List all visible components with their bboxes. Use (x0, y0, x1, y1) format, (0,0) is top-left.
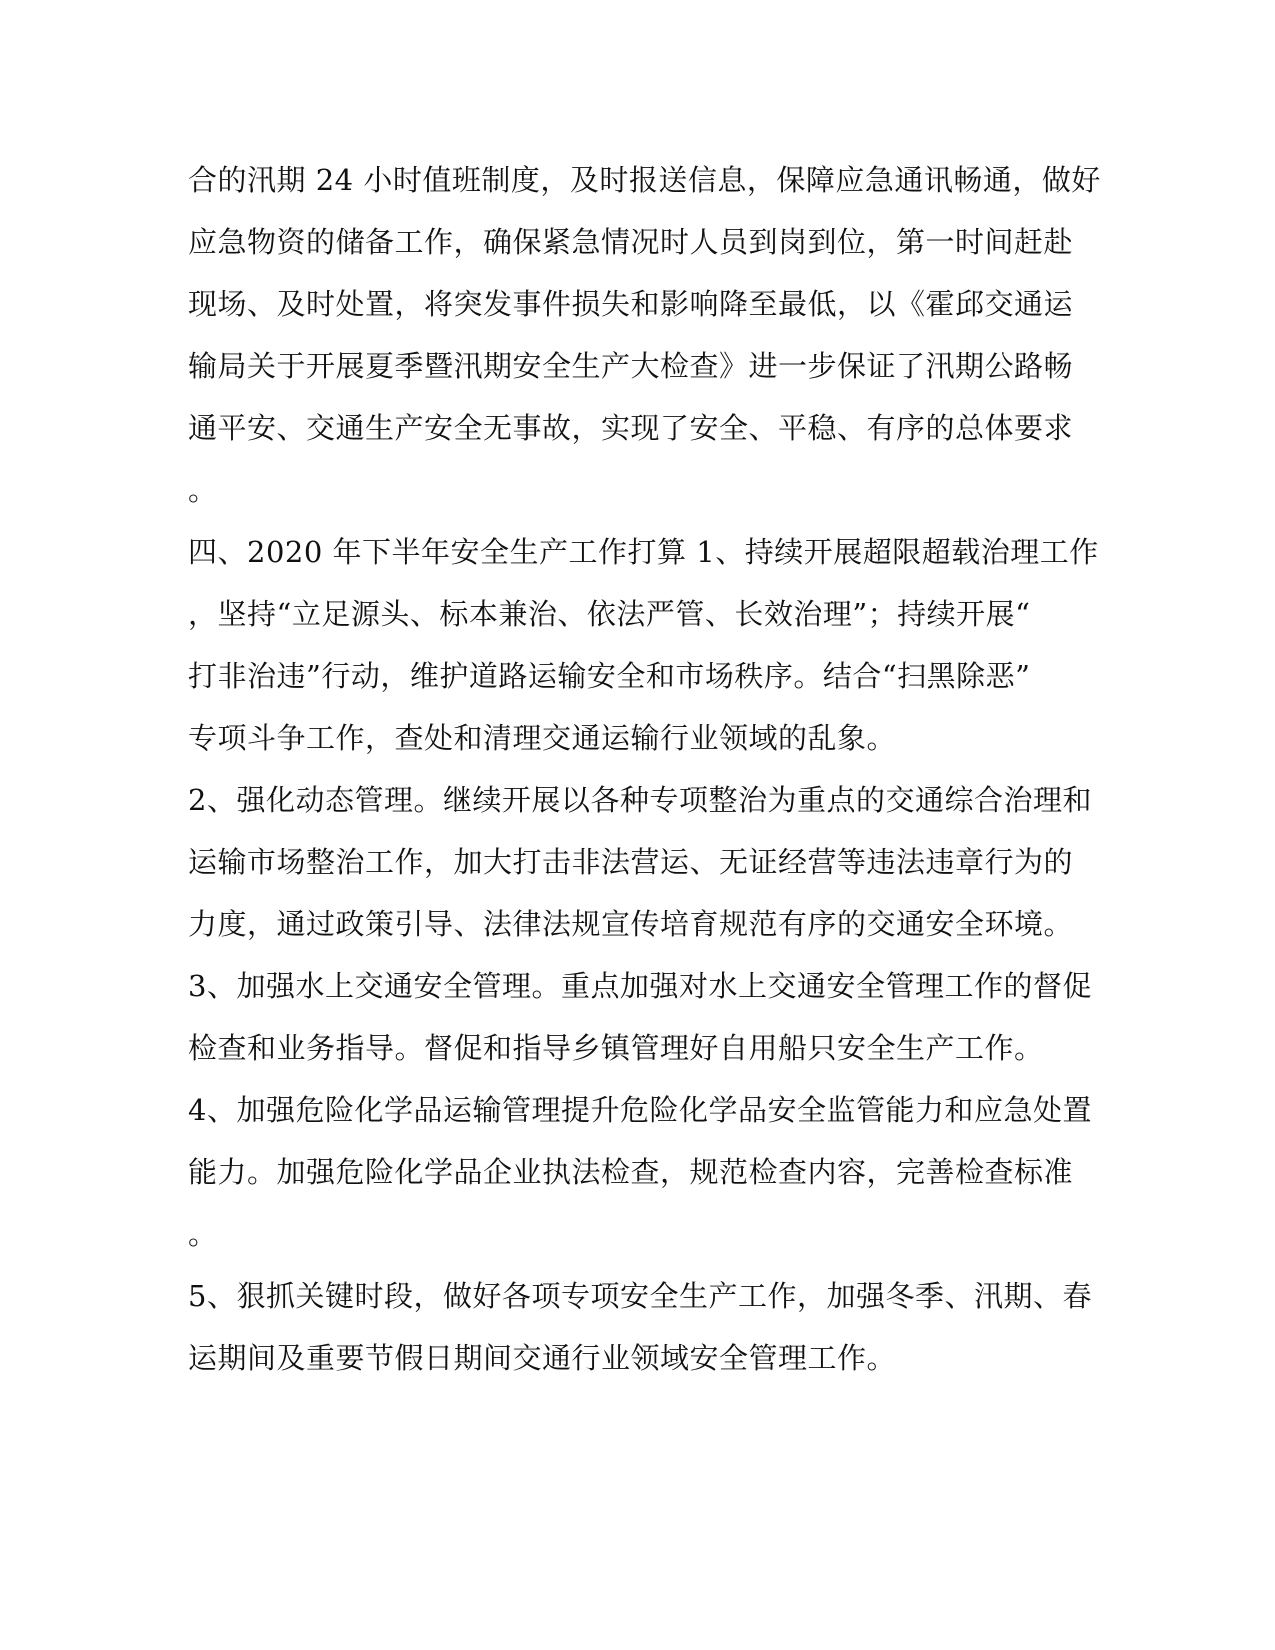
text-line: 检查和业务指导。督促和指导乡镇管理好自用船只安全生产工作。 (188, 1031, 1044, 1065)
text-line: 5、狠抓关键时段，做好各项专项安全生产工作，加强冬季、汛期、春 (188, 1279, 1092, 1313)
text-line: 。 (188, 473, 218, 507)
text-line: 输局关于开展夏季暨汛期安全生产大检查》进一步保证了汛期公路畅 (188, 349, 1074, 383)
text-line: 专项斗争工作，查处和清理交通运输行业领域的乱象。 (188, 721, 897, 755)
text-line: 打非治违”行动，维护道路运输安全和市场秩序。结合“扫黑除恶” (188, 659, 1031, 693)
text-line: 3、加强水上交通安全管理。重点加强对水上交通安全管理工作的督促 (188, 969, 1092, 1003)
text-line: 合的汛期 24 小时值班制度，及时报送信息，保障应急通讯畅通，做好 (188, 163, 1101, 197)
text-line: 现场、及时处置，将突发事件损失和影响降至最低，以《霍邱交通运 (188, 287, 1074, 321)
text-line: 2、强化动态管理。继续开展以各种专项整治为重点的交通综合治理和 (188, 783, 1092, 817)
text-line: 应急物资的储备工作，确保紧急情况时人员到岗到位，第一时间赶赴 (188, 225, 1074, 259)
text-line: ，坚持“立足源头、标本兼治、依法严管、长效治理”；持续开展“ (188, 597, 1031, 631)
text-line: 四、2020 年下半年安全生产工作打算 1、持续开展超限超载治理工作 (188, 535, 1099, 569)
text-line: 运期间及重要节假日期间交通行业领域安全管理工作。 (188, 1341, 897, 1375)
text-line: 。 (188, 1217, 218, 1251)
text-line: 运输市场整治工作，加大打击非法营运、无证经营等违法违章行为的 (188, 845, 1074, 879)
text-line: 能力。加强危险化学品企业执法检查，规范检查内容，完善检查标准 (188, 1155, 1074, 1189)
text-line: 力度，通过政策引导、法律法规宣传培育规范有序的交通安全环境。 (188, 907, 1074, 941)
text-line: 通平安、交通生产安全无事故，实现了安全、平稳、有序的总体要求 (188, 411, 1074, 445)
text-line: 4、加强危险化学品运输管理提升危险化学品安全监管能力和应急处置 (188, 1093, 1092, 1127)
